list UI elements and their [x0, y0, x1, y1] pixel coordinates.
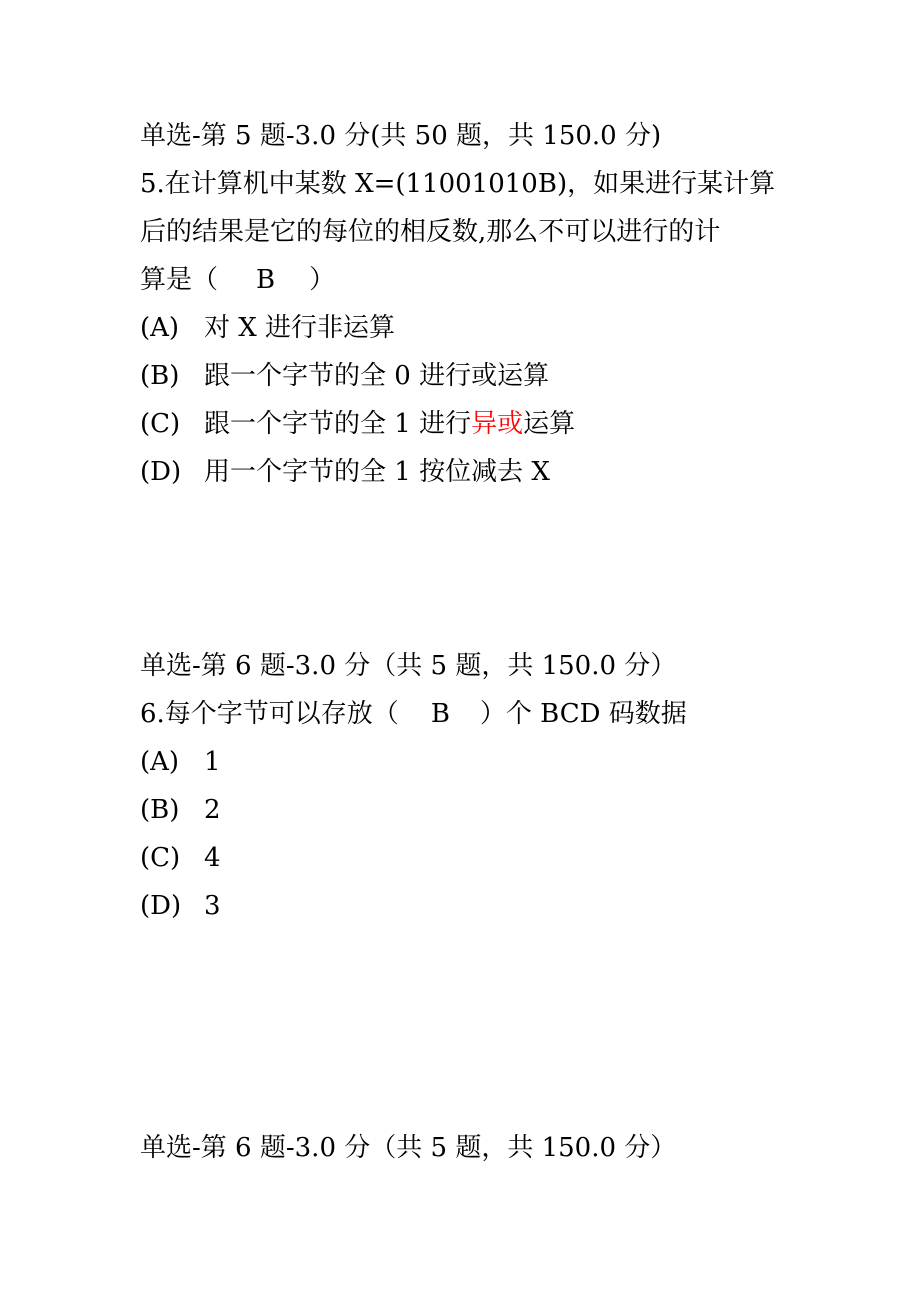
- question-6-option-b: [140, 792, 221, 828]
- option-text: 3: [204, 891, 221, 921]
- option-label: (D): [140, 891, 182, 921]
- option-label: (B): [140, 361, 180, 391]
- question-6-option-c: [140, 840, 221, 876]
- question-5-stem-suffix: ）: [309, 265, 336, 295]
- question-5-option-d: [140, 454, 550, 490]
- option-label: (D): [140, 457, 182, 487]
- question-6-header: 单选-第 6 题-3.0 分（共 5 题，共 150.0 分）: [140, 651, 677, 681]
- question-6-option-a: [140, 744, 221, 780]
- option-text: 跟一个字节的全 1 进行: [204, 409, 472, 439]
- question-5-stem-prefix: 算是（: [140, 265, 219, 295]
- option-text: 2: [204, 795, 221, 825]
- option-text-highlight: 异或: [471, 409, 524, 439]
- question-6-option-d: [140, 888, 221, 924]
- option-label: (C): [140, 843, 181, 873]
- question-5-option-a: [140, 310, 395, 346]
- option-label: (A): [140, 747, 180, 777]
- option-text: 4: [204, 843, 221, 873]
- question-6-stem-suffix: ）个 BCD 码数据: [479, 699, 687, 729]
- question-5-stem-line-2: 后的结果是它的每位的相反数,那么不可以进行的计: [140, 217, 721, 247]
- question-5-stem-line-3: [140, 262, 335, 298]
- option-text-after: 运算: [523, 409, 576, 439]
- option-label: (A): [140, 313, 180, 343]
- question-6-stem-prefix: 6.每个字节可以存放（: [140, 699, 399, 729]
- option-text: 对 X 进行非运算: [204, 313, 396, 343]
- question-7-header: 单选-第 6 题-3.0 分（共 5 题，共 150.0 分）: [140, 1133, 677, 1163]
- option-text: 用一个字节的全 1 按位减去 X: [204, 457, 550, 487]
- option-label: (C): [140, 409, 181, 439]
- question-6-answer: B: [430, 699, 450, 729]
- question-5-answer: B: [256, 265, 276, 295]
- option-text: 1: [204, 747, 221, 777]
- option-text: 跟一个字节的全 0 进行或运算: [204, 361, 550, 391]
- question-5-stem-line-1: 5.在计算机中某数 X=(11001010B)，如果进行某计算: [140, 169, 776, 199]
- question-5-header: 单选-第 5 题-3.0 分(共 50 题，共 150.0 分): [140, 121, 662, 151]
- option-label: (B): [140, 795, 180, 825]
- question-5-option-c: [140, 406, 575, 442]
- question-5-option-b: [140, 358, 549, 394]
- question-6-stem: [140, 696, 687, 732]
